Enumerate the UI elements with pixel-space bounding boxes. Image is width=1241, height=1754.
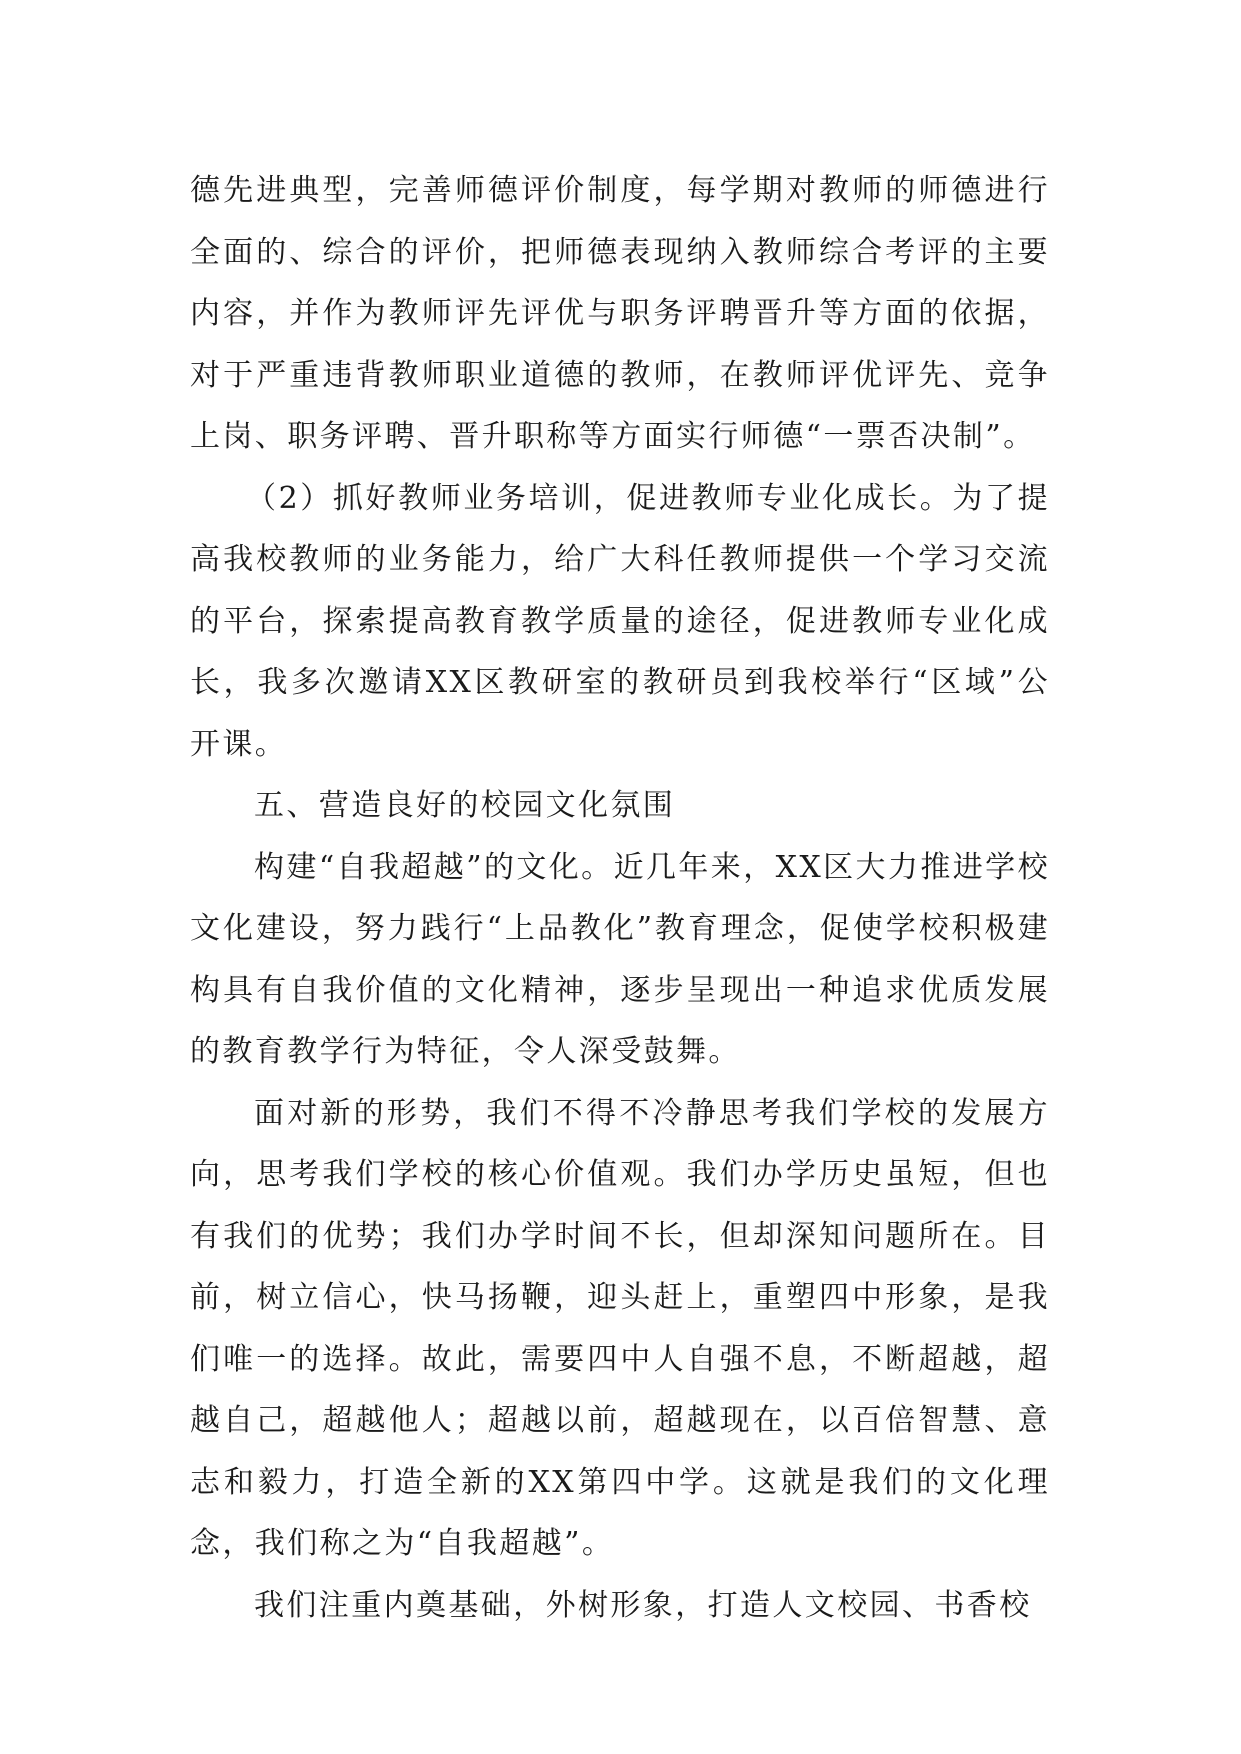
paragraph-self-transcendence-culture: 构建“自我超越”的文化。近几年来，XX区大力推进学校文化建设，努力践行“上品教化”教育理念，促使学校积极建构具有自我价值的文化精神，逐步呈现出一种追求优质发展的教育教学行为特征，令人深受鼓舞。 xyxy=(190,849,1050,1069)
section-heading-campus-culture: 五、营造良好的校园文化氛围 xyxy=(254,788,676,823)
paragraph-new-situation: 面对新的形势，我们不得不冷静思考我们学校的发展方向，思考我们学校的核心价值观。我们办学历史虽短，但也有我们的优势；我们办学时间不长，但却深知问题所在。目前，树立信心，快马扬鞭，迎头赶上，重塑四中形象，是我们唯一的选择。故此，需要四中人自强不息，不断超越，超越自己，超越他人；超越以前，超越现在，以百倍智慧、意志和毅力，打造全新的XX第四中学。这就是我们的文化理念，我们称之为“自我超越”。 xyxy=(190,1095,1050,1561)
paragraph-foundation-image: 我们注重内奠基础，外树形象，打造人文校园、书香校 xyxy=(254,1587,1032,1623)
paragraph-teacher-training: （2）抓好教师业务培训，促进教师专业化成长。为了提高我校教师的业务能力，给广大科任教师提供一个学习交流的平台，探索提高教育教学质量的途径，促进教师专业化成长，我多次邀请XX区教研室的教研员到我校举行“区域”公开课。 xyxy=(190,480,1050,762)
document-body xyxy=(190,160,1050,1636)
paragraph-teacher-ethics-evaluation: 德先进典型，完善师德评价制度，每学期对教师的师德进行全面的、综合的评价，把师德表现纳入教师综合考评的主要内容，并作为教师评先评优与职务评聘晋升等方面的依据，对于严重违背教师职业道德的教师，在教师评优评先、竞争上岗、职务评聘、晋升职称等方面实行师德“一票否决制”。 xyxy=(190,173,1050,454)
